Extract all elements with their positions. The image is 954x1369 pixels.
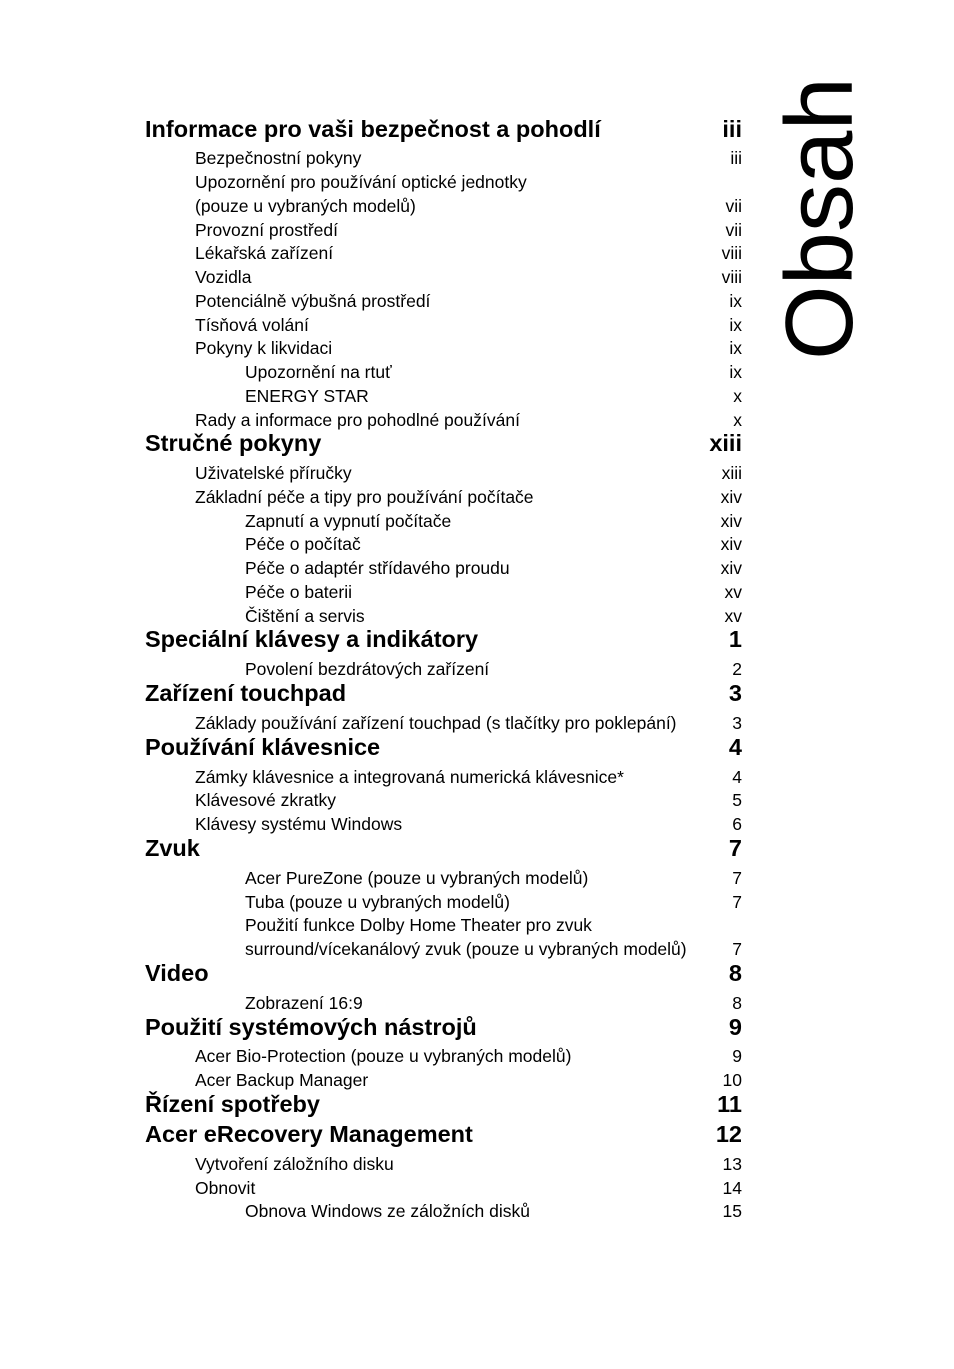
toc-entry[interactable]: [145, 266, 742, 287]
toc-entry[interactable]: [145, 337, 742, 358]
toc-entry-page: 15: [722, 1200, 742, 1221]
toc-entry-title: Provozní prostředí: [195, 219, 338, 240]
toc-entry-page: x: [733, 409, 742, 430]
toc-entry-title: Řízení spotřeby: [145, 1091, 320, 1118]
toc-entry-page: viii: [721, 242, 742, 263]
toc-entry-page: xiv: [720, 557, 742, 578]
toc-entry-page: 12: [715, 1121, 742, 1148]
toc-entry-title: Potenciálně výbušná prostředí: [195, 290, 431, 311]
toc-entry-title: surround/vícekanálový zvuk (pouze u vybraných modelů): [245, 938, 687, 959]
toc-entry[interactable]: [145, 813, 742, 834]
toc-entry-title: Rady a informace pro pohodlné používání: [195, 409, 520, 430]
toc-entry[interactable]: [145, 914, 742, 935]
toc-entry-title: Pokyny k likvidaci: [195, 337, 333, 358]
toc-entry[interactable]: [145, 891, 742, 912]
toc-entry[interactable]: [145, 581, 742, 602]
toc-entry-page: ix: [729, 337, 742, 358]
toc-entry-title: Acer Bio-Protection (pouze u vybraných modelů): [195, 1045, 572, 1066]
toc-entry-title: Obnovit: [195, 1177, 256, 1198]
toc-entry[interactable]: [145, 290, 742, 311]
toc-entry-title: Lékařská zařízení: [195, 242, 334, 263]
toc-entry-title: Video: [145, 960, 209, 987]
side-title: Obsah: [766, 77, 873, 360]
toc-entry-page: 4: [728, 734, 742, 761]
toc-entry-page: 2: [732, 658, 742, 679]
toc-entry-page: vii: [725, 219, 742, 240]
toc-entry-title: Stručné pokyny: [145, 430, 322, 457]
toc-entry-page: 3: [728, 680, 742, 707]
toc-chapter[interactable]: [145, 682, 742, 706]
toc-entry-title: Základy používání zařízení touchpad (s tlačítky pro poklepání): [195, 712, 677, 733]
toc-chapter[interactable]: [145, 1123, 742, 1147]
toc-entry[interactable]: [145, 147, 742, 168]
toc-entry-title: Používání klávesnice: [145, 734, 381, 761]
toc-entry-page: xiii: [721, 462, 742, 483]
toc-entry[interactable]: [145, 605, 742, 626]
toc-entry-page: xiv: [720, 533, 742, 554]
toc-entry-title: Upozornění na rtuť: [245, 361, 392, 382]
toc-entry-page: 14: [722, 1177, 742, 1198]
toc-entry-title: Zapnutí a vypnutí počítače: [245, 510, 452, 531]
toc-chapter[interactable]: [145, 837, 742, 861]
toc-entry-title: Speciální klávesy a indikátory: [145, 626, 479, 653]
toc-entry-page: 4: [732, 766, 742, 787]
toc-entry[interactable]: [145, 1200, 742, 1221]
toc-entry-title: Použití systémových nástrojů: [145, 1014, 477, 1041]
toc-chapter[interactable]: [145, 736, 742, 760]
toc-entry[interactable]: [145, 171, 742, 192]
toc-entry-title: Klávesy systému Windows: [195, 813, 403, 834]
toc-entry[interactable]: [145, 867, 742, 888]
toc-entry-page: viii: [721, 266, 742, 287]
toc-entry[interactable]: [145, 1045, 742, 1066]
toc-entry[interactable]: [145, 242, 742, 263]
toc-entry-page: 13: [722, 1153, 742, 1174]
toc-entry-page: xiii: [709, 430, 742, 457]
toc-chapter[interactable]: [145, 628, 742, 652]
toc-entry[interactable]: [145, 1069, 742, 1090]
toc-entry-page: 7: [732, 867, 742, 888]
toc-entry-page: 9: [728, 1014, 742, 1041]
toc-entry-page: 7: [732, 891, 742, 912]
toc-entry-page: ix: [729, 314, 742, 335]
toc-entry-title: Tuba (pouze u vybraných modelů): [245, 891, 510, 912]
toc-entry-page: ix: [729, 290, 742, 311]
toc-entry-title: Zařízení touchpad: [145, 680, 347, 707]
toc-entry-title: Bezpečnostní pokyny: [195, 147, 362, 168]
toc-entry-title: Upozornění pro používání optické jednotky: [195, 171, 527, 192]
toc-entry-title: Zámky klávesnice a integrovaná numerická klávesnice*: [195, 766, 624, 787]
toc-entry[interactable]: [145, 557, 742, 578]
toc-entry[interactable]: [145, 533, 742, 554]
toc-entry[interactable]: [145, 486, 742, 507]
toc-entry-title: ENERGY STAR: [245, 385, 369, 406]
toc-entry-page: ix: [729, 361, 742, 382]
toc-entry[interactable]: [145, 195, 742, 216]
toc-entry[interactable]: [145, 1177, 742, 1198]
toc-entry-page: 8: [728, 960, 742, 987]
toc-chapter[interactable]: [145, 962, 742, 986]
toc-entry[interactable]: [145, 361, 742, 382]
toc-entry[interactable]: [145, 938, 742, 959]
toc-entry-title: Informace pro vaši bezpečnost a pohodlí: [145, 116, 601, 143]
toc-entry-title: Tísňová volání: [195, 314, 309, 335]
toc-entry-page: 7: [728, 835, 742, 862]
toc-entry-page: iii: [722, 116, 742, 143]
toc-entry-page: x: [733, 385, 742, 406]
toc-chapter[interactable]: [145, 432, 742, 456]
toc-entry-title: Acer PureZone (pouze u vybraných modelů): [245, 867, 589, 888]
toc-entry[interactable]: [145, 992, 742, 1013]
toc-entry[interactable]: [145, 658, 742, 679]
toc-chapter[interactable]: [145, 1016, 742, 1040]
toc-entry[interactable]: [145, 789, 742, 810]
toc-entry-title: Péče o počítač: [245, 533, 361, 554]
toc-entry-title: Použití funkce Dolby Home Theater pro zvuk: [245, 914, 592, 935]
toc-chapter[interactable]: [145, 1093, 742, 1117]
toc-entry-title: Acer eRecovery Management: [145, 1121, 473, 1148]
toc-entry-title: Klávesové zkratky: [195, 789, 337, 810]
toc-entry-page: xv: [724, 605, 742, 626]
toc-entry[interactable]: [145, 385, 742, 406]
table-of-contents: [145, 0, 745, 1369]
toc-entry-page: xv: [724, 581, 742, 602]
toc-entry[interactable]: [145, 712, 742, 733]
toc-entry[interactable]: [145, 314, 742, 335]
toc-entry-title: Zobrazení 16:9: [245, 992, 363, 1013]
toc-entry-title: Vozidla: [195, 266, 252, 287]
toc-entry-title: Povolení bezdrátových zařízení: [245, 658, 490, 679]
toc-entry-title: Základní péče a tipy pro používání počítače: [195, 486, 534, 507]
toc-entry[interactable]: [145, 1153, 742, 1174]
toc-entry-page: vii: [725, 195, 742, 216]
toc-entry-page: xiv: [720, 486, 742, 507]
toc-entry-title: Acer Backup Manager: [195, 1069, 369, 1090]
toc-entry-title: Péče o adaptér střídavého proudu: [245, 557, 510, 578]
toc-entry-page: 7: [732, 938, 742, 959]
toc-entry-title: Obnova Windows ze záložních disků: [245, 1200, 530, 1221]
toc-entry-title: Vytvoření záložního disku: [195, 1153, 394, 1174]
toc-entry-page: xiv: [720, 510, 742, 531]
toc-entry-title: Čištění a servis: [245, 605, 365, 626]
toc-entry-page: 8: [732, 992, 742, 1013]
toc-entry-title: Uživatelské příručky: [195, 462, 352, 483]
toc-entry[interactable]: [145, 462, 742, 483]
toc-entry[interactable]: [145, 219, 742, 240]
toc-entry-page: 10: [722, 1069, 742, 1090]
toc-entry-page: 5: [732, 789, 742, 810]
toc-entry-page: 6: [732, 813, 742, 834]
toc-entry-title: (pouze u vybraných modelů): [195, 195, 416, 216]
toc-entry[interactable]: [145, 766, 742, 787]
toc-entry-page: 1: [728, 626, 742, 653]
toc-entry[interactable]: [145, 510, 742, 531]
toc-chapter[interactable]: [145, 118, 742, 142]
toc-entry-page: 11: [717, 1091, 742, 1118]
toc-entry-title: Péče o baterii: [245, 581, 353, 602]
toc-entry-page: 3: [732, 712, 742, 733]
toc-entry-page: 9: [732, 1045, 742, 1066]
toc-entry-page: iii: [730, 147, 742, 168]
toc-entry[interactable]: [145, 409, 742, 430]
toc-entry-title: Zvuk: [145, 835, 200, 862]
